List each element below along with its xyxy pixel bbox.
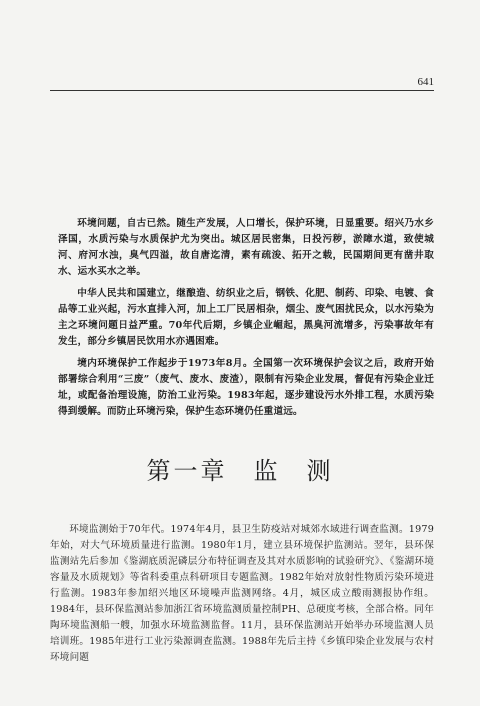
body-paragraph: 环境监测始于70年代。1974年4月，县卫生防疫站对城郊水域进行调查监测。1979年始，对大气环境质量进行监测。1980年1月，建立县环境保护监测站。翌年，县环保监测站先后参加《鉴湖底质泥磷层分布特征调查及其对水质影响的试验研究》、《鉴湖环境容量及水质规划》等省科委重点科研项目专题监测。1982年始对放射性物质污染环境进行监测。1983年参加绍兴地区环境噪声监测网络。4月，城区成立酸雨测报协作组。1984年，县环保监测站参加浙江省环境监测质量控制PH、总硬度考核，全部合格。同年陶环境监测船一艘，加强水环境监测监督。11月，县环保监测站开始举办环境监测人员培训班。1985年进行工业污染源调查监测。1988年先后主持《乡镇印染企业发展与农村环境问题 <box>50 524 434 663</box>
body-section <box>50 522 434 666</box>
header-rule <box>50 90 434 91</box>
intro-paragraph: 中华人民共和国建立，继酿造、纺织业之后，钢铁、化肥、制药、印染、电镀、食品等工业兴起，污水直排入河，加上工厂民居相杂，烟尘、废气困扰民众，以水污染为主之环境问题日益严重。70年代后期，乡镇企业崛起，黑臭河流增多，污染事故年有发生，部分乡镇居民饮用水亦遇困难。 <box>58 288 434 347</box>
page-number: 641 <box>417 76 434 88</box>
intro-section <box>58 216 434 426</box>
intro-paragraph: 环境问题，自古已然。随生产发展，人口增长，保护环境，日显重要。绍兴乃水乡泽国，水质污染与水质保护尤为突出。城区居民密集，日投污秽，淤障水道，致使城河、府河水浊，臭气四溢，故自唐迄清，素有疏浚、拓开之载，民国期间更有凿井取水、运水买水之举。 <box>58 218 434 277</box>
chapter-title-char-1: 监 <box>253 457 281 485</box>
chapter-number: 第一章 <box>146 457 228 485</box>
intro-paragraph: 境内环境保护工作起步于1973年8月。全国第一次环境保护会议之后，政府开始部署综合利用“三废”（废气、废水、废渣），限制有污染企业发展，督促有污染企业迁址，或配备治理设施，防治工业污染。1983年起，逐步建设污水外排工程，水质污染得到缓解。而防止环境污染，保护生态环境仍任重道远。 <box>58 358 434 417</box>
chapter-title-char-2: 测 <box>306 457 334 485</box>
chapter-title <box>0 451 480 486</box>
